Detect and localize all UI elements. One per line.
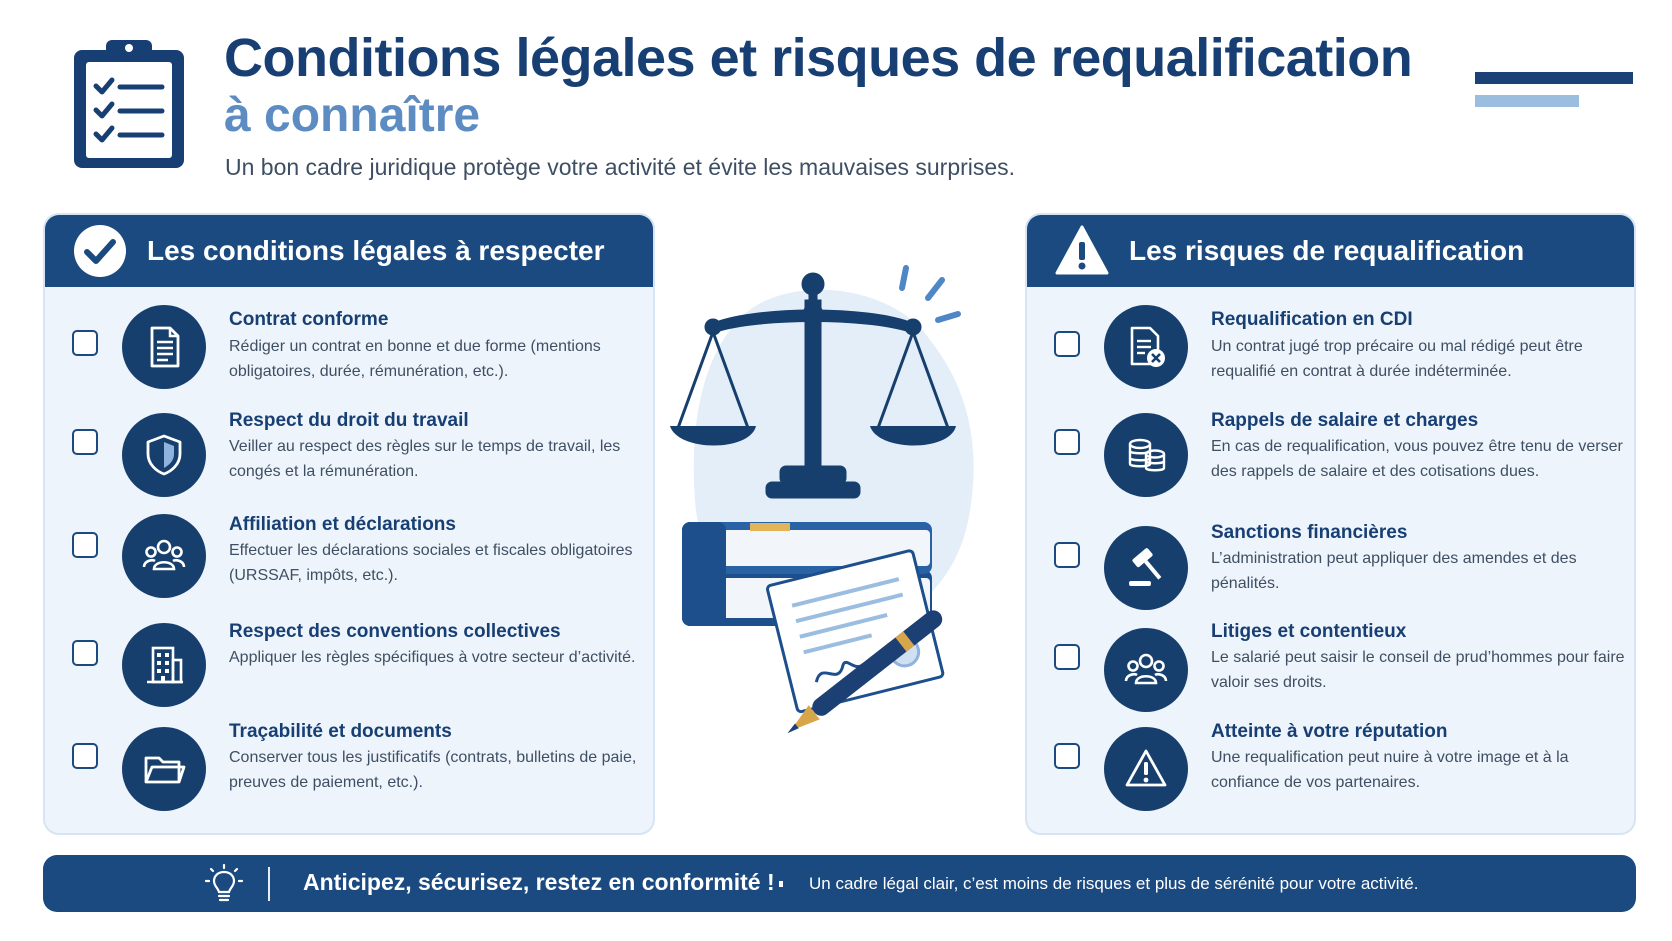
item-description: Une requalification peut nuire à votre image et à la confiance de vos partenaires.	[1211, 749, 1569, 791]
legal-conditions-panel	[43, 213, 655, 835]
footer-separator	[268, 867, 270, 901]
checkbox[interactable]	[1054, 331, 1080, 357]
decorative-bar-light	[1475, 95, 1579, 107]
warning-icon	[1104, 727, 1188, 811]
list-item	[1027, 621, 1634, 730]
item-title: Contrat conforme	[229, 309, 389, 330]
item-title: Requalification en CDI	[1211, 309, 1413, 330]
page-title-line2: à connaître	[224, 89, 481, 142]
item-description: Effectuer les déclarations sociales et fiscales obligatoires (URSSAF, impôts, etc.).	[229, 542, 633, 584]
people-group-icon	[1104, 628, 1188, 712]
item-title: Litiges et contentieux	[1211, 621, 1407, 642]
lightbulb-icon	[203, 863, 245, 905]
shield-icon	[122, 413, 206, 497]
footer-title: Anticipez, sécurisez, restez en conformité !	[303, 869, 775, 895]
checkbox[interactable]	[1054, 542, 1080, 568]
document-icon	[122, 305, 206, 389]
item-description: L’administration peut appliquer des amendes et des pénalités.	[1211, 550, 1577, 592]
list-item	[1027, 522, 1634, 628]
item-title: Respect des conventions collectives	[229, 621, 561, 642]
folder-icon	[122, 727, 206, 811]
check-circle-icon	[73, 224, 127, 278]
item-description: Appliquer les règles spécifiques à votre secteur d’activité.	[229, 649, 636, 666]
list-item	[1027, 410, 1634, 513]
item-title: Respect du droit du travail	[229, 410, 469, 431]
panel-header	[1027, 215, 1634, 287]
panel-header	[45, 215, 653, 287]
checkbox[interactable]	[1054, 644, 1080, 670]
checkbox[interactable]	[72, 330, 98, 356]
building-icon	[122, 623, 206, 707]
panel-title: Les conditions légales à respecter	[147, 235, 605, 266]
coins-icon	[1104, 413, 1188, 497]
requalification-risks-panel	[1025, 213, 1636, 835]
item-description: Le salarié peut saisir le conseil de prud’hommes pour faire valoir ses droits.	[1211, 649, 1625, 691]
people-group-icon	[122, 514, 206, 598]
panel-title: Les risques de requalification	[1129, 235, 1525, 266]
item-title: Sanctions financières	[1211, 522, 1408, 543]
checkbox[interactable]	[72, 640, 98, 666]
clipboard-checklist-icon	[70, 36, 188, 172]
gavel-icon	[1104, 526, 1188, 610]
document-x-icon	[1104, 305, 1188, 389]
page-title: Conditions légales et risques de requalification	[224, 28, 1413, 88]
checkbox[interactable]	[1054, 429, 1080, 455]
checkbox[interactable]	[72, 743, 98, 769]
list-item	[1027, 721, 1634, 835]
item-title: Rappels de salaire et charges	[1211, 410, 1479, 431]
item-description: Veiller au respect des règles sur le temps de travail, les congés et la rémunération.	[229, 438, 621, 480]
item-description: Un contrat jugé trop précaire ou mal rédigé peut être requalifié en contrat à durée indéterminée.	[1211, 338, 1583, 380]
page-subtitle: Un bon cadre juridique protège votre activité et évite les mauvaises surprises.	[225, 154, 1016, 180]
list-item	[1027, 305, 1634, 405]
justice-scale-illustration	[670, 250, 1015, 750]
item-description: En cas de requalification, vous pouvez être tenu de verser des rappels de salaire et des cotisations dues.	[1211, 438, 1623, 480]
item-title: Affiliation et déclarations	[229, 514, 456, 535]
footer-banner	[43, 855, 1636, 912]
warning-triangle-icon	[1055, 224, 1109, 278]
footer-text: Un cadre légal clair, c’est moins de risques et plus de sérénité pour votre activité.	[809, 874, 1419, 893]
footer-bullet	[779, 881, 783, 887]
list-item	[45, 721, 653, 827]
list-item	[45, 514, 653, 620]
item-title: Traçabilité et documents	[229, 721, 452, 742]
checkbox[interactable]	[72, 429, 98, 455]
item-description: Rédiger un contrat en bonne et due forme (mentions obligatoires, durée, rémunération, etc.).	[229, 338, 601, 380]
decorative-bar-dark	[1475, 72, 1633, 84]
item-title: Atteinte à votre réputation	[1211, 721, 1448, 742]
list-item	[45, 305, 653, 405]
list-item	[45, 621, 653, 725]
list-item	[45, 410, 653, 513]
checkbox[interactable]	[72, 532, 98, 558]
checkbox[interactable]	[1054, 743, 1080, 769]
item-description: Conserver tous les justificatifs (contrats, bulletins de paie, preuves de paiement, etc.).	[229, 749, 637, 791]
